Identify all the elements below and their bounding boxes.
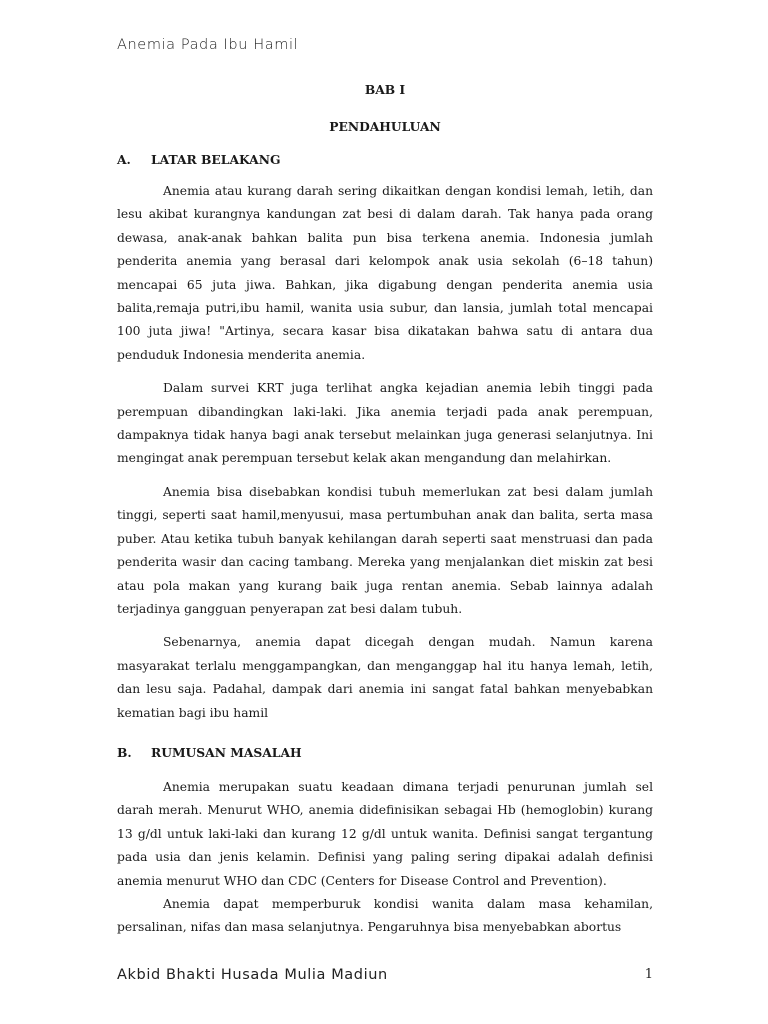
paragraph: Anemia merupakan suatu keadaan dimana terjadi penurunan jumlah sel darah merah. Menurut WHO, anemia didefinisikan sebagai Hb (hemoglobin) kurang 13 g/dl untuk laki-laki dan kurang 12 g/dl untuk wanita. Definisi sangat tergantung pada usia dan jenis kelamin. Definisi yang paling sering dipakai adalah definisi anemia menurut WHO dan CDC (Centers for Disease Control and Prevention). [117,779,653,888]
footer-institution: Akbid Bhakti Husada Mulia Madiun [117,967,388,983]
paragraph: Anemia dapat memperburuk kondisi wanita dalam masa kehamilan, persalinan, nifas dan masa selanjutnya. Pengaruhnya bisa menyebabkan abortus [117,896,653,935]
paragraph: Dalam survei KRT juga terlihat angka kejadian anemia lebih tinggi pada perempuan dibandingkan laki-laki. Jika anemia terjadi pada anak perempuan, dampaknya tidak hanya bagi anak tersebut melainkan juga generasi selanjutnya. Ini mengingat anak perempuan tersebut kelak akan mengandung dan melahirkan. [117,381,653,466]
section-heading-a [117,148,653,171]
running-footer [117,967,653,983]
paragraph: Sebenarnya, anemia dapat dicegah dengan mudah. Namun karena masyarakat terlalu menggampangkan, dan menganggap hal itu hanya lemah, letih, dan lesu saja. Padahal, dampak dari anemia ini sangat fatal bahkan menyebabkan kematian bagi ibu hamil [117,635,653,720]
running-header: Anemia Pada Ibu Hamil [117,37,299,53]
chapter-number: BAB I [364,82,406,97]
document-body [117,74,653,940]
section-title: LATAR BELAKANG [151,152,281,167]
section-number: B. [117,744,132,760]
page-number: 1 [644,967,653,982]
section-heading-b [117,741,653,764]
section-title: RUMUSAN MASALAH [151,744,302,760]
paragraph: Anemia atau kurang darah sering dikaitkan dengan kondisi lemah, letih, dan lesu akibat kurangnya kandungan zat besi di dalam darah. Tak hanya pada orang dewasa, anak-anak bahkan balita pun bisa terkena anemia. Indonesia jumlah penderita anemia yang berasal dari kelompok anak usia sekolah (6–18 tahun) mencapai 65 juta jiwa. Bahkan, jika digabung dengan penderita anemia usia balita,remaja putri,ibu hamil, wanita usia subur, dan lansia, jumlah total mencapai 100 juta jiwa! "Artinya, secara kasar bisa dikatakan bahwa satu di antara dua penduduk Indonesia menderita anemia. [117,184,653,362]
section-number: A. [117,152,131,167]
paragraph: Anemia bisa disebabkan kondisi tubuh memerlukan zat besi dalam jumlah tinggi, seperti saat hamil,menyusui, masa pertumbuhan anak dan balita, serta masa puber. Atau ketika tubuh banyak kehilangan darah seperti saat menstruasi dan pada penderita wasir dan cacing tambang. Mereka yang menjalankan diet miskin zat besi atau pola makan yang kurang baik juga rentan anemia. Sebab lainnya adalah terjadinya gangguan penyerapan zat besi dalam tubuh. [117,484,653,616]
chapter-title: PENDAHULUAN [329,119,441,134]
